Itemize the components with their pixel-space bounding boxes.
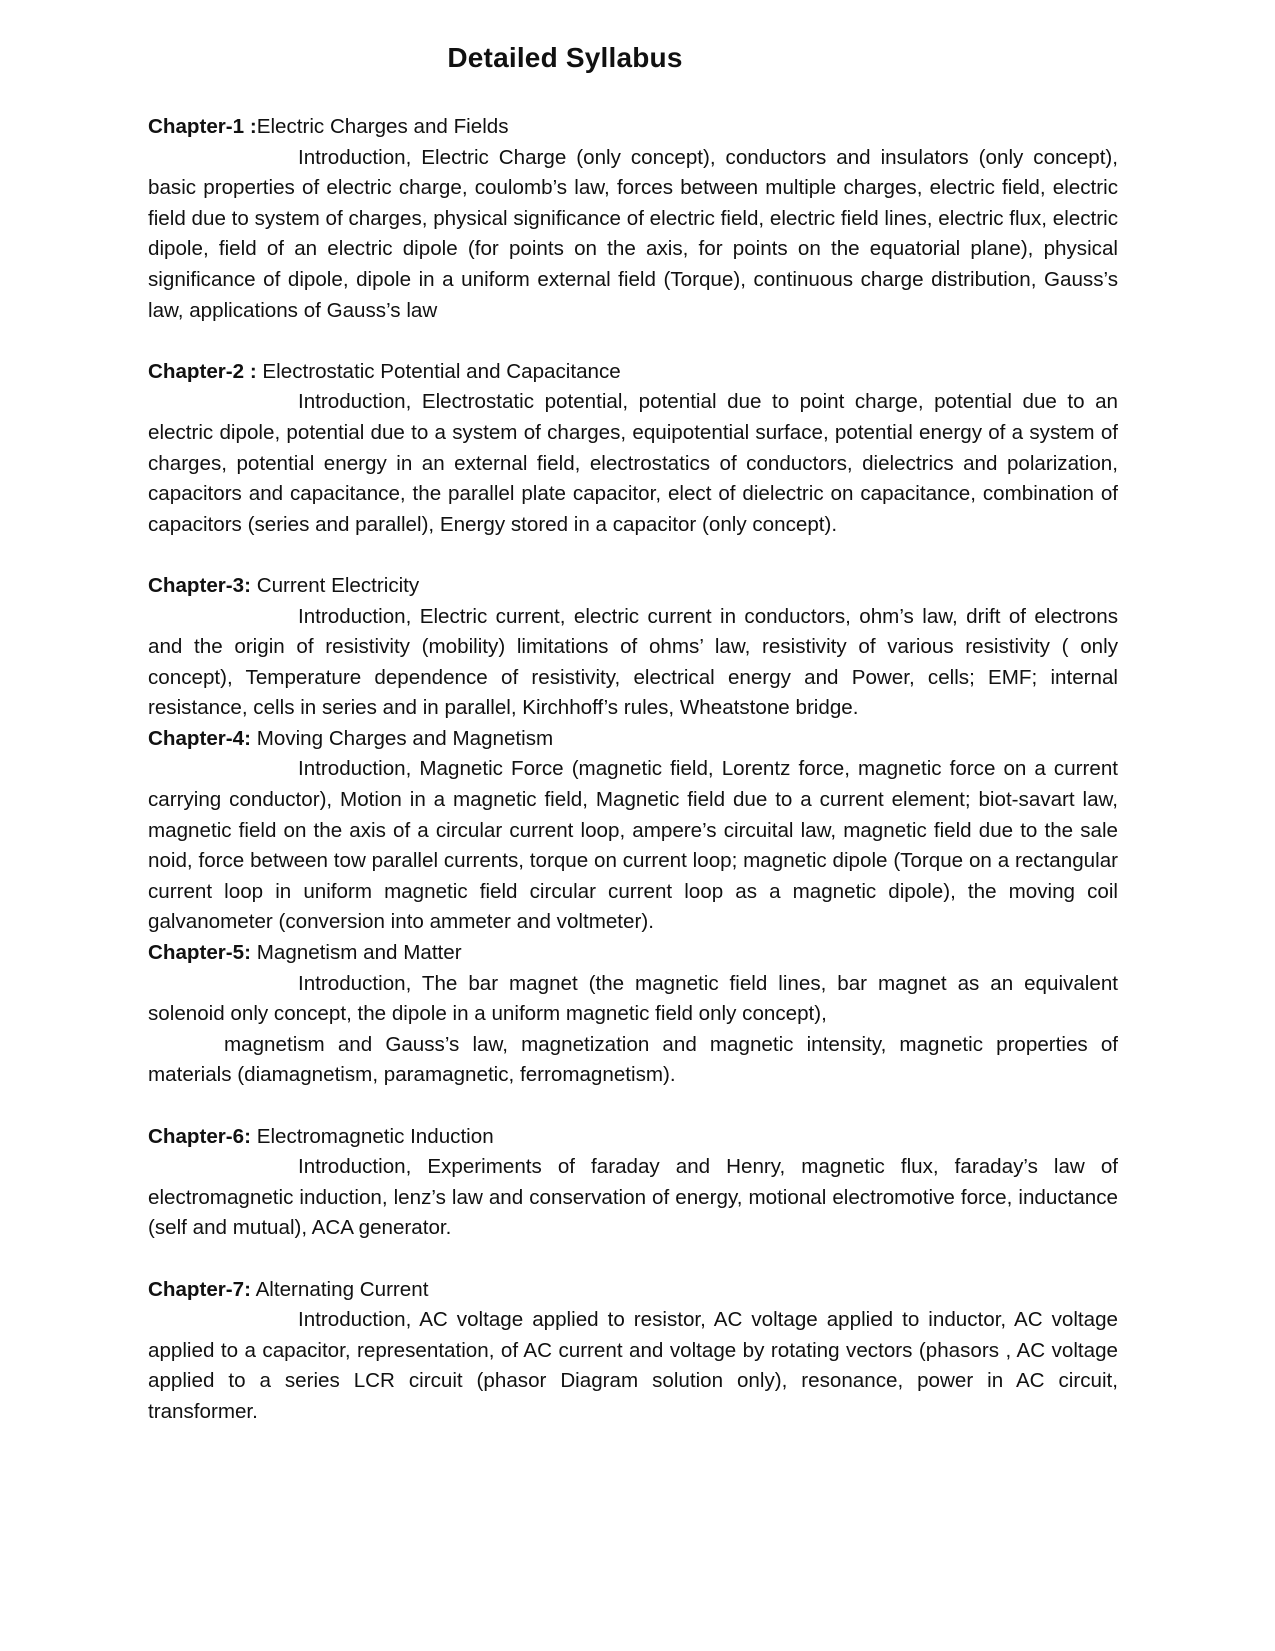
chapter-name: Alternating Current [250, 1277, 429, 1301]
chapter-body: Introduction, AC voltage applied to resistor, AC voltage applied to inductor, AC voltage applied to a capacitor, representation, of AC current and voltage by rotating vectors (phasors , AC voltage applied to a series LCR circuit (phasor Diagram solution only), resonance, power in AC circuit, transformer. [148, 1308, 1118, 1423]
chapter-7 [148, 1275, 1118, 1428]
chapter-label: Chapter-3: [148, 573, 251, 597]
chapter-label: Chapter-4: [148, 726, 251, 750]
chapter-2 [148, 357, 1118, 541]
chapter-name: Magnetism and Matter [250, 941, 462, 965]
chapter-name: Electric Charges and Fields [256, 115, 509, 138]
chapter-name: Electrostatic Potential and Capacitance [256, 359, 621, 383]
chapter-heading [148, 724, 1118, 755]
chapter-heading [148, 1275, 1118, 1306]
chapter-heading [148, 571, 1118, 602]
chapter-5 [148, 938, 1118, 1091]
chapter-body-continued: magnetism and Gauss’s law, magnetization and magnetic intensity, magnetic properties of materials (diamagnetism, paramagnetic, ferromagnetism). [148, 1032, 1118, 1087]
page-title: Detailed Syllabus [447, 42, 683, 73]
syllabus-content [148, 112, 1118, 1428]
chapter-label: Chapter-6: [148, 1124, 251, 1148]
chapter-body: Introduction, Magnetic Force (magnetic field, Lorentz force, magnetic force on a current carrying conductor), Motion in a magnetic field, Magnetic field due to a current element; biot-savart law, magnetic field on the axis of a circular current loop, ampere’s circuital law, magnetic field due to the sale noid, force between tow parallel currents, torque on current loop; magnetic dipole (Torque on a rectangular current loop in uniform magnetic field circular current loop as a magnetic dipole), the moving coil galvanometer (conversion into ammeter and voltmeter). [148, 757, 1118, 934]
chapter-body: Introduction, Electric current, electric current in conductors, ohm’s law, drift of electrons and the origin of resistivity (mobility) limitations of ohms’ law, resistivity of various resistivity ( only concept), Temperature dependence of resistivity, electrical energy and Power, cells; EMF; internal resistance, cells in series and in parallel, Kirchhoff’s rules, Wheatstone bridge. [148, 604, 1118, 720]
chapter-body: Introduction, Electric Charge (only concept), conductors and insulators (only concept), basic properties of electric charge, coulomb’s law, forces between multiple charges, electric field, electric field due to system of charges, physical significance of electric field, electric field lines, electric flux, electric dipole, field of an electric dipole (for points on the axis, for points on the equatorial plane), physical significance of dipole, dipole in a uniform external field (Torque), continuous charge distribution, Gauss’s law, applications of Gauss’s law [148, 145, 1118, 322]
chapter-heading [148, 112, 1118, 143]
chapter-name: Electromagnetic Induction [250, 1124, 494, 1148]
chapter-heading [148, 357, 1118, 388]
chapter-label: Chapter-2 : [148, 359, 257, 383]
chapter-heading [148, 1122, 1118, 1153]
chapter-name: Moving Charges and Magnetism [250, 726, 554, 750]
chapter-6 [148, 1122, 1118, 1244]
chapter-4 [148, 724, 1118, 938]
chapter-heading [148, 938, 1118, 969]
chapter-1 [148, 112, 1118, 326]
chapter-label: Chapter-1 : [148, 115, 257, 138]
chapter-label: Chapter-7: [148, 1277, 251, 1301]
chapter-3 [148, 571, 1118, 724]
chapter-body: Introduction, Experiments of faraday and Henry, magnetic flux, faraday’s law of electromagnetic induction, lenz’s law and conservation of energy, motional electromotive force, inductance (self and mutual), ACA generator. [148, 1155, 1118, 1240]
chapter-label: Chapter-5: [148, 941, 251, 965]
chapter-body: Introduction, The bar magnet (the magnetic field lines, bar magnet as an equivalent solenoid only concept, the dipole in a uniform magnetic field only concept), [148, 971, 1118, 1026]
chapter-body: Introduction, Electrostatic potential, potential due to point charge, potential due to an electric dipole, potential due to a system of charges, equipotential surface, potential energy of a system of charges, potential energy in an external field, electrostatics of conductors, dielectrics and polarization, capacitors and capacitance, the parallel plate capacitor, elect of dielectric on capacitance, combination of capacitors (series and parallel), Energy stored in a capacitor (only concept). [148, 390, 1118, 536]
chapter-name: Current Electricity [250, 573, 420, 597]
